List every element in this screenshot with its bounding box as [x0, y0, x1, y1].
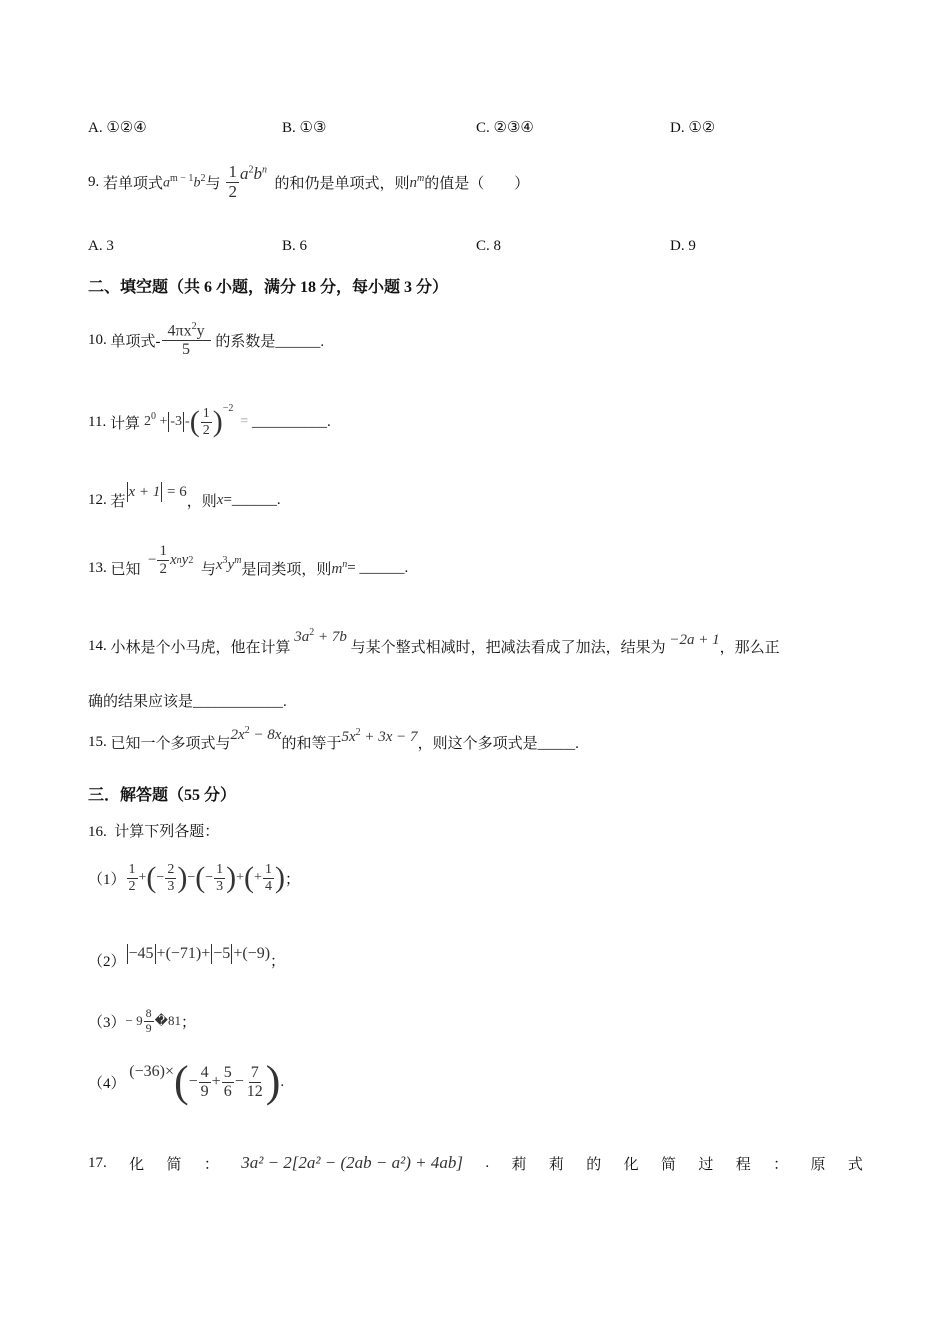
- q8-option-a: A. ①②④: [88, 120, 147, 136]
- q17-word: 的: [586, 1156, 602, 1173]
- q13-number: 13.: [88, 559, 107, 576]
- q14-expr-1: $3a^2 + 7b$: [294, 626, 347, 645]
- question-17: [88, 1148, 863, 1178]
- q9-option-d: D. 9: [670, 238, 696, 254]
- q17-word: 莉: [511, 1156, 527, 1173]
- q17-word: 化: [623, 1156, 639, 1173]
- q16-part-1: [88, 852, 300, 904]
- q16-part-2-end: ；: [270, 953, 286, 970]
- q14-text-mid: 与某个整式相减时，把减法看成了加法，结果为: [350, 639, 666, 656]
- q9-fraction: $\frac{1}{2}$: [228, 161, 237, 201]
- q14-text-pre: 小林是个小马虎，他在计算: [110, 639, 291, 656]
- q12-var: x: [216, 491, 224, 508]
- q13-text-pre: 已知: [110, 561, 141, 578]
- q17-word: 程: [735, 1156, 751, 1173]
- question-9: [88, 152, 529, 212]
- q10-text-post: 的系数是______.: [215, 333, 325, 350]
- q9-nm: $n^m$: [409, 172, 425, 191]
- q17-word: ：: [203, 1156, 219, 1173]
- q11-text-pre: 计算: [109, 415, 140, 432]
- q16-part-2: [88, 934, 285, 974]
- question-10: [88, 312, 324, 368]
- q9-option-c: C. 8: [476, 238, 502, 254]
- q10-text-pre: 单项式-: [110, 333, 161, 350]
- q9-text-pre: 若单项式: [103, 175, 164, 192]
- q16-part-4-expr: (−36)× ( − $\frac{4}{9}$ + $\frac{5}{6}$ − $\frac{7}{12}$ ): [129, 1057, 281, 1106]
- q9-monomial-2: $a^2b^n$: [239, 164, 267, 183]
- q17-word: 原: [810, 1156, 826, 1173]
- q14-text-post: ，那么正: [719, 639, 780, 656]
- q15-expr-2: $5x^2 + 3x - 7$: [341, 726, 418, 745]
- q8-option-b: B. ①③: [282, 120, 327, 136]
- section-3-title: 三．解答题（55 分）: [88, 787, 237, 804]
- q14-number: 14.: [88, 637, 107, 654]
- q15-text-post: ，则这个多项式是_____.: [417, 735, 579, 752]
- q10-fraction: $\frac{4\pi x^2y}{5}$: [162, 321, 211, 359]
- q17-word: 简: [166, 1156, 182, 1173]
- question-15: [88, 722, 579, 762]
- q9-text-end: 的值是（ ）: [424, 175, 530, 192]
- q14-expr-2: −2a + 1: [669, 631, 720, 648]
- q10-number: 10.: [88, 331, 107, 348]
- q17-dot: .: [485, 1154, 490, 1171]
- section-2-title: 二、填空题（共 6 小题，满分 18 分，每小题 3 分）: [88, 279, 449, 296]
- q16-part-1-expr: $\frac{1}{2}$ + ( − $\frac{2}{3}$ ) − ( − $\frac{1}{3}$ ) + ( + $\frac{1}{4}$ ): [128, 861, 285, 894]
- q12-text-post: ，则: [186, 493, 217, 510]
- q9-monomial-1: $a^{m - 1}b^2$: [163, 172, 206, 191]
- q11-expression: 2 $^0$ + -3 - ( $\frac{1}{2}$ ) $^{-2}$ =: [143, 402, 249, 438]
- q13-mn: $m^n$: [331, 558, 348, 577]
- q13-term-2: $x^3y^m$: [215, 554, 242, 573]
- q9-option-b: B. 6: [282, 238, 308, 254]
- q16-part-2-label: （2）: [88, 953, 126, 970]
- q8-option-d: D. ①②: [670, 120, 716, 136]
- q16-part-1-end: ；: [284, 871, 300, 888]
- q16-part-3-end: ；: [180, 1014, 196, 1031]
- q12-blank: =______.: [223, 491, 281, 508]
- q11-number: 11.: [88, 413, 107, 430]
- q9-text-post: 的和仍是单项式，则: [274, 175, 410, 192]
- q17-number: 17.: [88, 1154, 107, 1171]
- q12-expression: x + 1 = 6: [126, 482, 187, 502]
- q13-blank: = ______.: [347, 559, 409, 576]
- q16-part-3: [88, 1000, 196, 1042]
- q16-part-4: [88, 1054, 284, 1110]
- q15-text-mid: 的和等于: [281, 735, 342, 752]
- q8-option-c: C. ②③④: [476, 120, 534, 136]
- q9-joiner: 与: [205, 175, 221, 192]
- q14-line-2: 确的结果应该是____________.: [88, 694, 287, 710]
- q15-expr-1: $2x^2 - 8x$: [230, 724, 282, 743]
- question-16: [88, 820, 219, 841]
- question-12: [88, 480, 281, 520]
- q17-word: 化: [129, 1156, 145, 1173]
- q17-word: 式: [847, 1156, 863, 1173]
- q12-text-pre: 若: [110, 493, 126, 510]
- q9-number: 9.: [88, 173, 100, 190]
- q16-part-3-label: （3）: [88, 1014, 126, 1031]
- q15-text-pre: 已知一个多项式与: [110, 735, 231, 752]
- q16-text: 计算下列各题：: [114, 824, 220, 840]
- question-11: [88, 396, 331, 448]
- q16-part-4-label: （4）: [88, 1075, 126, 1092]
- question-13: [88, 540, 408, 596]
- q16-part-2-expr: −45 +(−71)+ −5 +(−9): [128, 945, 271, 962]
- q12-number: 12.: [88, 491, 107, 508]
- q16-part-1-label: （1）: [88, 871, 126, 888]
- q15-number: 15.: [88, 733, 107, 750]
- q16-part-3-expr: − 9 $\frac{8}{9}$ �81: [125, 1006, 181, 1035]
- q11-blank: __________.: [252, 413, 331, 430]
- q17-word: 莉: [548, 1156, 564, 1173]
- q9-option-a: A. 3: [88, 238, 114, 254]
- q17-word: 简: [660, 1156, 676, 1173]
- q16-number: 16.: [88, 824, 107, 840]
- q17-word: 过: [698, 1156, 714, 1173]
- q13-text-mid: 是同类项，则: [241, 561, 332, 578]
- q13-term-1: − $\frac{1}{2}$ x n y 2: [148, 543, 194, 577]
- q17-expression: 3a² − 2[2a² − (2ab − a²) + 4ab]: [241, 1153, 463, 1172]
- question-14: [88, 624, 780, 668]
- q17-word: ：: [773, 1156, 789, 1173]
- q13-joiner: 与: [200, 561, 216, 578]
- q16-part-4-end: .: [280, 1073, 285, 1090]
